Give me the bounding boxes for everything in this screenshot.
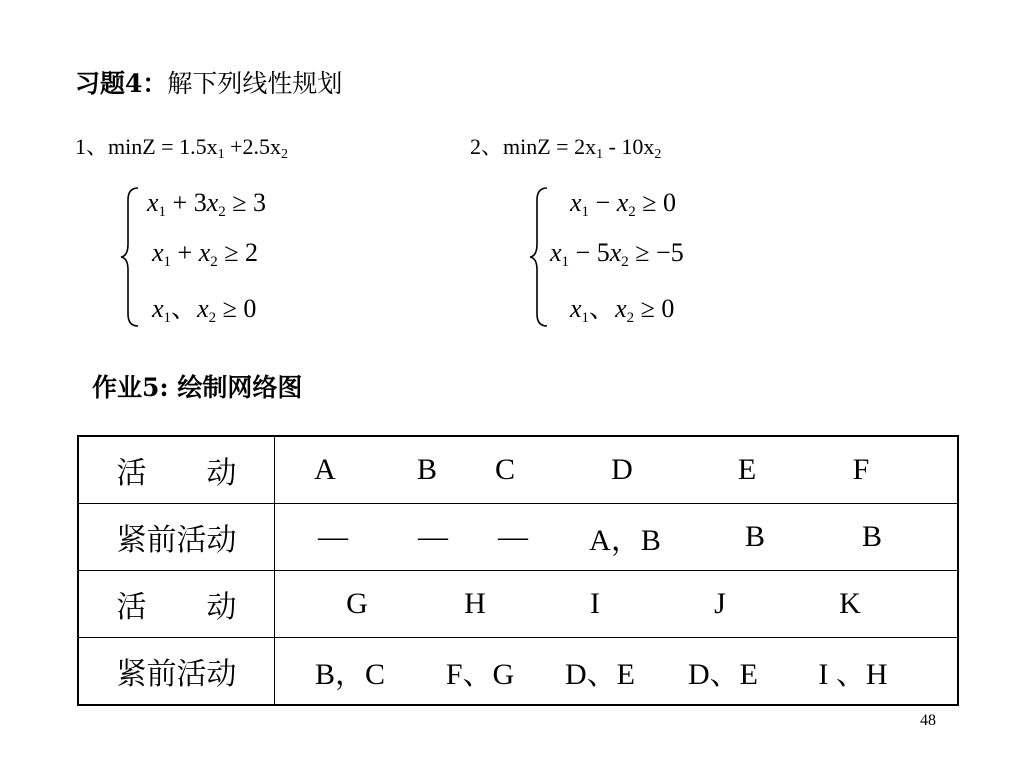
- exercise-4-title: [75, 64, 342, 100]
- table-cell: E: [737, 453, 757, 486]
- table-cell: B: [416, 453, 438, 486]
- table-cell: B: [861, 520, 883, 553]
- label-activity: 活 动: [78, 571, 275, 638]
- label-predecessor: 紧前活动: [78, 638, 275, 706]
- table-cell: G: [346, 587, 368, 620]
- table-cell: B，C: [314, 658, 386, 691]
- p1-constraint-2: $x_1 + x_2 \ge 2$: [152, 238, 259, 270]
- label-activity: 活 动: [78, 436, 275, 504]
- predecessor-values-1: [275, 504, 959, 571]
- table-cell: B: [744, 520, 766, 553]
- exercise-4-text: 解下列线性规划: [167, 69, 343, 98]
- label-predecessor: 紧前活动: [78, 504, 275, 571]
- activity-values-2: [275, 571, 959, 638]
- table-cell: —: [318, 520, 348, 553]
- p2-sub2: 2: [654, 147, 662, 162]
- p2-constraint-1: $x_1 - x_2 \ge 0$: [570, 188, 677, 220]
- activity-table: [77, 435, 959, 706]
- table-cell: F: [852, 453, 870, 486]
- left-brace-2: [527, 186, 551, 328]
- page-number: 48: [920, 712, 936, 729]
- p2-constraint-2: $x_1 - 5x_2 \ge -5$: [550, 238, 684, 270]
- p1-mid: +2.5x: [224, 134, 281, 159]
- table-cell: C: [494, 453, 516, 486]
- table-cell: D: [611, 453, 633, 486]
- table-cell: A，B: [589, 524, 661, 557]
- table-row: [78, 504, 958, 571]
- table-cell: I: [590, 587, 600, 620]
- p1-constraint-1: $x_1 + 3x_2 \ge 3$: [147, 188, 267, 220]
- exercise-4-label: 习题4：: [75, 69, 168, 98]
- table-cell: I 、H: [818, 658, 888, 691]
- table-cell: —: [418, 520, 448, 553]
- table-cell: K: [839, 587, 861, 620]
- table-cell: D、E: [565, 658, 635, 691]
- predecessor-values-2: [275, 638, 959, 706]
- table-cell: H: [464, 587, 486, 620]
- p2-constraint-3: $x_1$、$x_2 \ge 0$: [570, 294, 675, 326]
- p2-sub1: 1: [596, 147, 604, 162]
- p1-sub1: 1: [217, 147, 225, 162]
- table-cell: A: [314, 453, 336, 486]
- problem-2-objective: [470, 130, 661, 163]
- p1-sub2: 2: [281, 147, 288, 162]
- p1-constraint-3: $x_1$、$x_2 \ge 0$: [152, 294, 257, 326]
- problem-1-objective: [75, 130, 288, 163]
- table-row: [78, 638, 958, 706]
- table-cell: F、G: [445, 658, 515, 691]
- left-brace-1: [118, 186, 142, 328]
- table-cell: —: [498, 520, 528, 553]
- p2-mid: - 10x: [603, 134, 655, 159]
- table-cell: D、E: [688, 658, 758, 691]
- p2-prefix: 2、minZ = 2x: [470, 134, 597, 159]
- homework-5-title: 作业5: 绘制网络图: [92, 373, 303, 402]
- table-row: [78, 436, 958, 504]
- table-cell: J: [714, 587, 726, 620]
- activity-values-1: [275, 436, 959, 504]
- table-row: [78, 571, 958, 638]
- p1-prefix: 1、minZ = 1.5x: [75, 134, 218, 159]
